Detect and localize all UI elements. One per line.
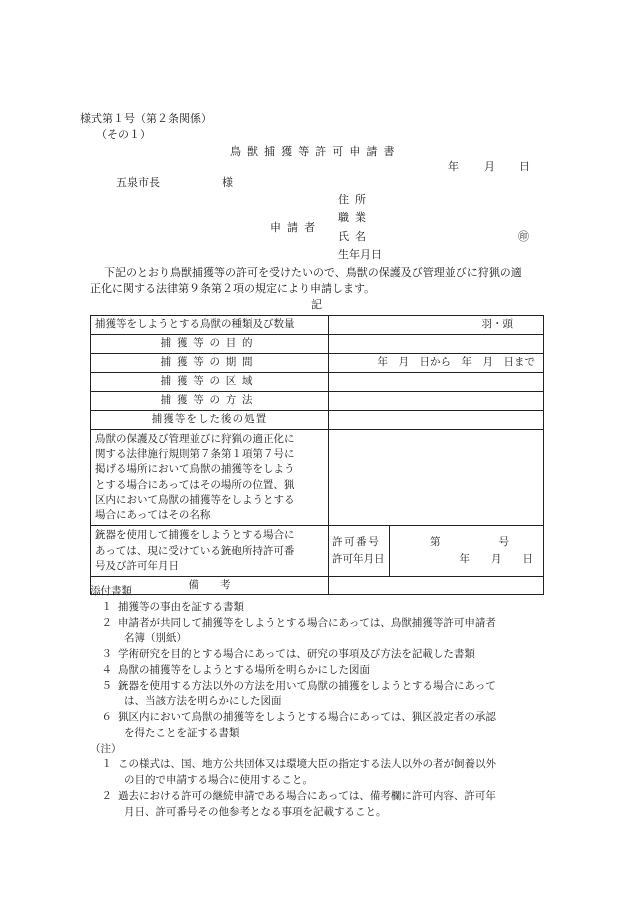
attachments-section: 添付書類 １ 捕獲等の事由を証する書類 ２ 申請者が共同して捕獲等をしようとする場合にあっては、鳥獣捕獲等許可申請者 名簿（別紙） ３ 学術研究を目的とする場合にあっては、研究の事項及び方法を記載した書類 ４ 鳥獣の捕獲等をしようとする場所を明らかにした図面 ５ 銃器を使用する方法以外の方法を用いて鳥獣の捕獲をしようとする場合にあって は、当該方法を明らかにした図面 ６ 猟区内において鳥獣の捕獲等をしようとする場合にあっては、猟区設定者の承認 を得たことを証する書類 （注） １ この様式は、国、地方公共団体又は環境大臣の指定する法人以外の者が飼養以外 の目的で申請する場合に使用すること。 ２ 過去における許可の継続申請である場合にあっては、備考欄に許可内容、許可年 月日、許可番号その他参考となる事項を記載すること。 xyxy=(90,584,560,820)
date-month-label: 月 xyxy=(484,160,495,173)
gun-no-prefix: 第 xyxy=(430,536,441,549)
list-item: ２ 申請者が共同して捕獲等をしようとする場合にあっては、鳥獣捕獲等許可申請者 xyxy=(101,616,496,629)
form-sub-number: （その１） xyxy=(96,128,151,141)
area-label: 捕獲等の区域 xyxy=(91,373,329,392)
gun-permit-sublabels xyxy=(329,526,390,577)
attachments-heading: 添付書類 xyxy=(90,585,132,597)
gun-permit-label: 銃器を使用して捕獲をしようとする場合に あっては、現に受けている銃砲所持許可番 号及び許可年月日 xyxy=(91,526,329,577)
page-title: 鳥獣捕獲等許可申請書 xyxy=(230,145,401,158)
list-item: ６ 猟区内において鳥獣の捕獲等をしようとする場合にあっては、猟区設定者の承認 xyxy=(101,711,496,723)
gun-permit-value-cell[interactable] xyxy=(390,526,544,577)
method-value-cell[interactable] xyxy=(329,392,544,411)
period-value-cell[interactable]: 年 月 日から 年 月 日まで xyxy=(329,354,544,373)
table-row xyxy=(91,373,544,392)
intro-line-1: 下記のとおり鳥獣捕獲等の許可を受けたいので、鳥獣の保護及び管理並びに狩猟の適 xyxy=(104,266,522,279)
occupation-label: 職業 xyxy=(338,211,373,224)
applicant-label: 申請者 xyxy=(270,221,322,234)
list-item: ５ 銃器を使用する方法以外の方法を用いて鳥獣の捕獲をしようとする場合にあって xyxy=(101,679,496,692)
birthdate-label: 生年月日 xyxy=(338,248,382,261)
seal-mark: ㊞ xyxy=(518,230,529,243)
list-item: ４ 鳥獣の捕獲等をしようとする場所を明らかにした図面 xyxy=(101,663,370,676)
list-item: ３ 学術研究を目的とする場合にあっては、研究の事項及び方法を記載した書類 xyxy=(101,648,475,660)
species-label: 捕獲等をしようとする鳥獣の種類及び数量 xyxy=(91,316,329,335)
area-value-cell[interactable] xyxy=(329,373,544,392)
addressee-honorific: 様 xyxy=(222,176,233,189)
hunting-area-label: 鳥獣の保護及び管理並びに狩猟の適正化に 関する法律施行規則第７条第１項第７号に 掲げる場所において鳥獣の捕獲等をしよう とする場合にあってはその場所の位置、猟 区内において鳥獣の捕獲等をしようとする 場合にあってはその名称 xyxy=(91,430,329,526)
disposal-label: 捕獲等をした後の処置 xyxy=(91,411,329,430)
gun-no-suffix: 号 xyxy=(498,536,509,549)
form-number: 様式第１号（第２条関係） xyxy=(80,112,212,125)
ki-label: 記 xyxy=(311,298,322,311)
list-item: ２ 過去における許可の継続申請である場合にあっては、備考欄に許可内容、許可年 xyxy=(101,789,496,802)
table-row xyxy=(91,392,544,411)
date-year-label: 年 xyxy=(448,160,459,173)
intro-line-2: 正化に関する法律第９条第２項の規定により申請します。 xyxy=(90,282,376,295)
table-row xyxy=(91,335,544,354)
address-label: 住所 xyxy=(338,193,373,206)
date-day-label: 日 xyxy=(519,160,530,173)
addressee: 五泉市長 xyxy=(116,176,160,189)
notes-heading: （注） xyxy=(90,742,122,755)
list-item: １ 捕獲等の事由を証する書類 xyxy=(101,600,244,613)
list-item: １ この様式は、国、地方公共団体又は環境大臣の指定する法人以外の者が飼養以外 xyxy=(101,758,496,771)
period-label: 捕獲等の期間 xyxy=(91,354,329,373)
table-row xyxy=(91,430,544,526)
table-row xyxy=(91,354,544,373)
name-label: 氏名 xyxy=(338,230,373,243)
table-row xyxy=(91,411,544,430)
application-table xyxy=(90,315,544,595)
method-label: 捕獲等の方法 xyxy=(91,392,329,411)
table-row xyxy=(91,526,544,577)
hunting-area-value-cell[interactable] xyxy=(329,430,544,526)
species-value-cell[interactable]: 羽・頭 xyxy=(329,316,544,335)
disposal-value-cell[interactable] xyxy=(329,411,544,430)
table-row xyxy=(91,316,544,335)
gun-permit-date-label: 許可年月日 xyxy=(332,553,385,566)
gun-date-value: 年 月 日 xyxy=(459,553,533,566)
gun-permit-no-label: 許可番号 xyxy=(332,536,381,549)
remarks-label: 備 考 xyxy=(91,576,329,594)
purpose-label: 捕獲等の目的 xyxy=(91,335,329,354)
purpose-value-cell[interactable] xyxy=(329,335,544,354)
